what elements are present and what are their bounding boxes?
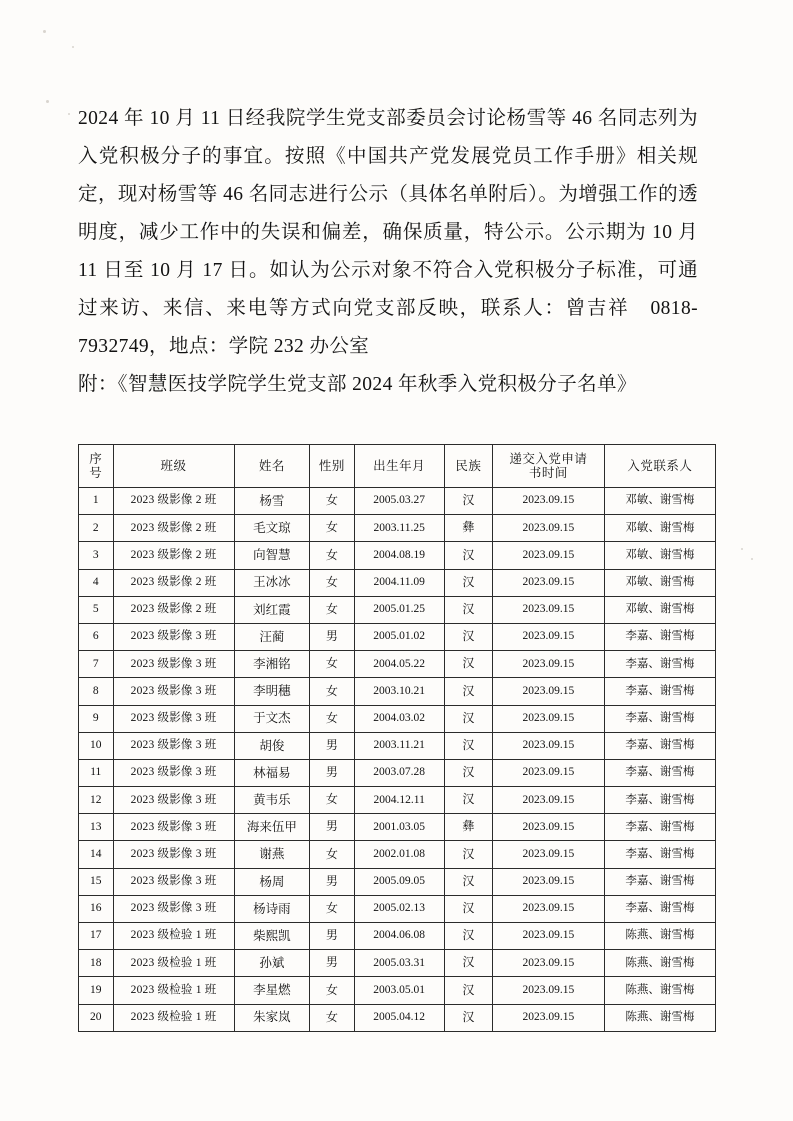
cell-application-date: 2023.09.15 <box>493 841 605 868</box>
cell-birthdate: 2002.01.08 <box>354 841 444 868</box>
cell-name: 杨雪 <box>234 488 310 515</box>
column-header-birthdate: 出生年月 <box>354 445 444 488</box>
table-row <box>79 841 716 868</box>
cell-index: 3 <box>79 542 114 569</box>
cell-application-date: 2023.09.15 <box>493 705 605 732</box>
cell-class: 2023 级影像 3 班 <box>113 868 234 895</box>
cell-class: 2023 级检验 1 班 <box>113 950 234 977</box>
cell-ethnicity: 彝 <box>444 515 492 542</box>
cell-gender: 女 <box>310 596 354 623</box>
cell-name: 向智慧 <box>234 542 310 569</box>
cell-class: 2023 级影像 3 班 <box>113 759 234 786</box>
cell-party-contact: 李嘉、谢雪梅 <box>604 732 715 759</box>
table-row <box>79 923 716 950</box>
column-header-party-contact: 入党联系人 <box>604 445 715 488</box>
table-row <box>79 569 716 596</box>
cell-ethnicity: 汉 <box>444 651 492 678</box>
table-row <box>79 542 716 569</box>
cell-birthdate: 2003.11.21 <box>354 732 444 759</box>
cell-name: 杨周 <box>234 868 310 895</box>
cell-birthdate: 2005.04.12 <box>354 1004 444 1031</box>
cell-class: 2023 级检验 1 班 <box>113 923 234 950</box>
cell-class: 2023 级影像 2 班 <box>113 542 234 569</box>
cell-ethnicity: 汉 <box>444 950 492 977</box>
column-header-name: 姓名 <box>234 445 310 488</box>
cell-class: 2023 级影像 2 班 <box>113 596 234 623</box>
cell-class: 2023 级影像 3 班 <box>113 678 234 705</box>
table-row <box>79 623 716 650</box>
roster-table-body <box>79 488 716 1032</box>
cell-index: 8 <box>79 678 114 705</box>
attachment-line: 附：《智慧医技学院学生党支部 2024 年秋季入党积极分子名单》 <box>78 374 637 395</box>
cell-ethnicity: 汉 <box>444 596 492 623</box>
column-header-index-line1: 序 <box>89 451 103 466</box>
cell-index: 5 <box>79 596 114 623</box>
cell-gender: 男 <box>310 732 354 759</box>
column-header-index <box>79 445 114 488</box>
cell-party-contact: 邓敏、谢雪梅 <box>604 542 715 569</box>
cell-class: 2023 级影像 3 班 <box>113 732 234 759</box>
cell-application-date: 2023.09.15 <box>493 759 605 786</box>
cell-gender: 女 <box>310 515 354 542</box>
table-row <box>79 977 716 1004</box>
cell-gender: 女 <box>310 895 354 922</box>
cell-party-contact: 李嘉、谢雪梅 <box>604 705 715 732</box>
cell-application-date: 2023.09.15 <box>493 950 605 977</box>
cell-application-date: 2023.09.15 <box>493 868 605 895</box>
cell-name: 海来伍甲 <box>234 814 310 841</box>
table-row <box>79 895 716 922</box>
cell-gender: 女 <box>310 651 354 678</box>
scan-speck <box>72 46 74 48</box>
cell-index: 4 <box>79 569 114 596</box>
cell-class: 2023 级影像 3 班 <box>113 651 234 678</box>
cell-name: 汪蔺 <box>234 623 310 650</box>
cell-class: 2023 级检验 1 班 <box>113 977 234 1004</box>
column-header-class: 班级 <box>113 445 234 488</box>
cell-index: 15 <box>79 868 114 895</box>
cell-party-contact: 邓敏、谢雪梅 <box>604 515 715 542</box>
cell-gender: 女 <box>310 977 354 1004</box>
cell-party-contact: 李嘉、谢雪梅 <box>604 678 715 705</box>
cell-birthdate: 2003.05.01 <box>354 977 444 1004</box>
cell-name: 谢燕 <box>234 841 310 868</box>
cell-application-date: 2023.09.15 <box>493 814 605 841</box>
table-row <box>79 950 716 977</box>
cell-gender: 女 <box>310 705 354 732</box>
cell-gender: 男 <box>310 868 354 895</box>
table-row <box>79 814 716 841</box>
cell-gender: 女 <box>310 488 354 515</box>
cell-gender: 女 <box>310 841 354 868</box>
table-header-row <box>79 445 716 488</box>
cell-index: 19 <box>79 977 114 1004</box>
cell-gender: 女 <box>310 1004 354 1031</box>
table-row <box>79 596 716 623</box>
cell-ethnicity: 汉 <box>444 977 492 1004</box>
cell-ethnicity: 汉 <box>444 895 492 922</box>
cell-name: 柴熙凯 <box>234 923 310 950</box>
cell-name: 于文杰 <box>234 705 310 732</box>
cell-party-contact: 李嘉、谢雪梅 <box>604 814 715 841</box>
cell-application-date: 2023.09.15 <box>493 678 605 705</box>
table-row <box>79 1004 716 1031</box>
cell-name: 胡俊 <box>234 732 310 759</box>
cell-index: 20 <box>79 1004 114 1031</box>
cell-index: 14 <box>79 841 114 868</box>
cell-class: 2023 级影像 3 班 <box>113 841 234 868</box>
cell-name: 朱家岚 <box>234 1004 310 1031</box>
cell-index: 1 <box>79 488 114 515</box>
cell-birthdate: 2003.07.28 <box>354 759 444 786</box>
cell-application-date: 2023.09.15 <box>493 623 605 650</box>
cell-gender: 男 <box>310 950 354 977</box>
scan-speck <box>751 558 753 560</box>
cell-birthdate: 2004.05.22 <box>354 651 444 678</box>
cell-class: 2023 级影像 2 班 <box>113 488 234 515</box>
cell-name: 黄韦乐 <box>234 787 310 814</box>
cell-class: 2023 级影像 3 班 <box>113 814 234 841</box>
cell-party-contact: 邓敏、谢雪梅 <box>604 569 715 596</box>
cell-birthdate: 2005.03.31 <box>354 950 444 977</box>
cell-gender: 女 <box>310 569 354 596</box>
scan-speck <box>68 113 70 115</box>
cell-party-contact: 李嘉、谢雪梅 <box>604 787 715 814</box>
cell-party-contact: 李嘉、谢雪梅 <box>604 759 715 786</box>
column-header-ethnicity: 民族 <box>444 445 492 488</box>
cell-ethnicity: 汉 <box>444 923 492 950</box>
table-row <box>79 651 716 678</box>
notice-body <box>78 100 698 404</box>
cell-application-date: 2023.09.15 <box>493 515 605 542</box>
cell-application-date: 2023.09.15 <box>493 895 605 922</box>
cell-ethnicity: 汉 <box>444 569 492 596</box>
cell-name: 刘红霞 <box>234 596 310 623</box>
cell-name: 毛文琼 <box>234 515 310 542</box>
cell-name: 王冰冰 <box>234 569 310 596</box>
cell-gender: 女 <box>310 787 354 814</box>
cell-birthdate: 2005.02.13 <box>354 895 444 922</box>
cell-ethnicity: 汉 <box>444 759 492 786</box>
cell-index: 18 <box>79 950 114 977</box>
scan-speck <box>46 100 49 103</box>
cell-index: 16 <box>79 895 114 922</box>
cell-application-date: 2023.09.15 <box>493 732 605 759</box>
cell-birthdate: 2005.01.25 <box>354 596 444 623</box>
cell-gender: 男 <box>310 759 354 786</box>
column-header-application-date-line1: 递交入党申请 <box>509 451 588 466</box>
column-header-index-line2: 号 <box>89 466 103 480</box>
cell-party-contact: 陈燕、谢雪梅 <box>604 1004 715 1031</box>
cell-birthdate: 2003.11.25 <box>354 515 444 542</box>
cell-name: 孙斌 <box>234 950 310 977</box>
cell-index: 2 <box>79 515 114 542</box>
cell-gender: 女 <box>310 678 354 705</box>
cell-party-contact: 李嘉、谢雪梅 <box>604 841 715 868</box>
cell-party-contact: 陈燕、谢雪梅 <box>604 950 715 977</box>
cell-ethnicity: 汉 <box>444 841 492 868</box>
cell-gender: 男 <box>310 814 354 841</box>
cell-index: 13 <box>79 814 114 841</box>
cell-party-contact: 李嘉、谢雪梅 <box>604 895 715 922</box>
table-row <box>79 732 716 759</box>
cell-application-date: 2023.09.15 <box>493 596 605 623</box>
cell-application-date: 2023.09.15 <box>493 488 605 515</box>
cell-birthdate: 2005.09.05 <box>354 868 444 895</box>
cell-index: 12 <box>79 787 114 814</box>
cell-name: 李明穗 <box>234 678 310 705</box>
table-row <box>79 705 716 732</box>
table-row <box>79 868 716 895</box>
table-row <box>79 515 716 542</box>
cell-birthdate: 2004.03.02 <box>354 705 444 732</box>
cell-ethnicity: 汉 <box>444 1004 492 1031</box>
cell-ethnicity: 汉 <box>444 623 492 650</box>
cell-party-contact: 李嘉、谢雪梅 <box>604 868 715 895</box>
cell-party-contact: 李嘉、谢雪梅 <box>604 651 715 678</box>
cell-birthdate: 2004.06.08 <box>354 923 444 950</box>
cell-gender: 男 <box>310 623 354 650</box>
cell-class: 2023 级影像 2 班 <box>113 515 234 542</box>
cell-application-date: 2023.09.15 <box>493 569 605 596</box>
cell-application-date: 2023.09.15 <box>493 787 605 814</box>
cell-gender: 男 <box>310 923 354 950</box>
cell-party-contact: 陈燕、谢雪梅 <box>604 923 715 950</box>
cell-birthdate: 2004.08.19 <box>354 542 444 569</box>
cell-index: 6 <box>79 623 114 650</box>
column-header-application-date-line2: 书时间 <box>528 466 568 480</box>
cell-birthdate: 2005.03.27 <box>354 488 444 515</box>
cell-ethnicity: 汉 <box>444 732 492 759</box>
cell-party-contact: 邓敏、谢雪梅 <box>604 596 715 623</box>
cell-ethnicity: 汉 <box>444 542 492 569</box>
cell-class: 2023 级影像 3 班 <box>113 787 234 814</box>
column-header-application-date <box>493 445 605 488</box>
cell-index: 7 <box>79 651 114 678</box>
notice-paragraph: 2024 年 10 月 11 日经我院学生党支部委员会讨论杨雪等 46 名同志列为入党积极分子的事宜。按照《中国共产党发展党员工作手册》相关规定，现对杨雪等 46 名同志进行公示（具体名单附后）。为增强工作的透明度，减少工作中的失误和偏差，确保质量，特公示。公示期为 10 月 11 日至 10 月 17 日。如认为公示对象不符合入党积极分子标准，可通过来访、来信、来电等方式向党支部反映，联系人：曾吉祥 0818-7932749，地点：学院 232 办公室 <box>78 108 698 357</box>
cell-class: 2023 级检验 1 班 <box>113 1004 234 1031</box>
cell-birthdate: 2005.01.02 <box>354 623 444 650</box>
cell-class: 2023 级影像 2 班 <box>113 569 234 596</box>
table-row <box>79 678 716 705</box>
cell-ethnicity: 汉 <box>444 488 492 515</box>
column-header-gender: 性别 <box>310 445 354 488</box>
cell-index: 17 <box>79 923 114 950</box>
cell-gender: 女 <box>310 542 354 569</box>
cell-class: 2023 级影像 3 班 <box>113 623 234 650</box>
cell-name: 李湘铭 <box>234 651 310 678</box>
cell-ethnicity: 汉 <box>444 787 492 814</box>
cell-party-contact: 陈燕、谢雪梅 <box>604 977 715 1004</box>
scan-speck <box>43 30 46 33</box>
cell-ethnicity: 汉 <box>444 868 492 895</box>
cell-name: 林福易 <box>234 759 310 786</box>
cell-party-contact: 李嘉、谢雪梅 <box>604 623 715 650</box>
cell-party-contact: 邓敏、谢雪梅 <box>604 488 715 515</box>
table-row <box>79 787 716 814</box>
cell-name: 杨诗雨 <box>234 895 310 922</box>
cell-birthdate: 2004.12.11 <box>354 787 444 814</box>
cell-ethnicity: 汉 <box>444 678 492 705</box>
cell-class: 2023 级影像 3 班 <box>113 895 234 922</box>
table-row <box>79 759 716 786</box>
cell-index: 9 <box>79 705 114 732</box>
cell-ethnicity: 彝 <box>444 814 492 841</box>
cell-birthdate: 2004.11.09 <box>354 569 444 596</box>
roster-table <box>78 444 716 1032</box>
cell-application-date: 2023.09.15 <box>493 977 605 1004</box>
cell-index: 11 <box>79 759 114 786</box>
scan-speck <box>741 548 743 550</box>
roster-table-head <box>79 445 716 488</box>
cell-ethnicity: 汉 <box>444 705 492 732</box>
cell-name: 李星燃 <box>234 977 310 1004</box>
cell-application-date: 2023.09.15 <box>493 542 605 569</box>
cell-application-date: 2023.09.15 <box>493 651 605 678</box>
table-row <box>79 488 716 515</box>
cell-birthdate: 2001.03.05 <box>354 814 444 841</box>
cell-application-date: 2023.09.15 <box>493 1004 605 1031</box>
cell-application-date: 2023.09.15 <box>493 923 605 950</box>
cell-index: 10 <box>79 732 114 759</box>
cell-birthdate: 2003.10.21 <box>354 678 444 705</box>
cell-class: 2023 级影像 3 班 <box>113 705 234 732</box>
